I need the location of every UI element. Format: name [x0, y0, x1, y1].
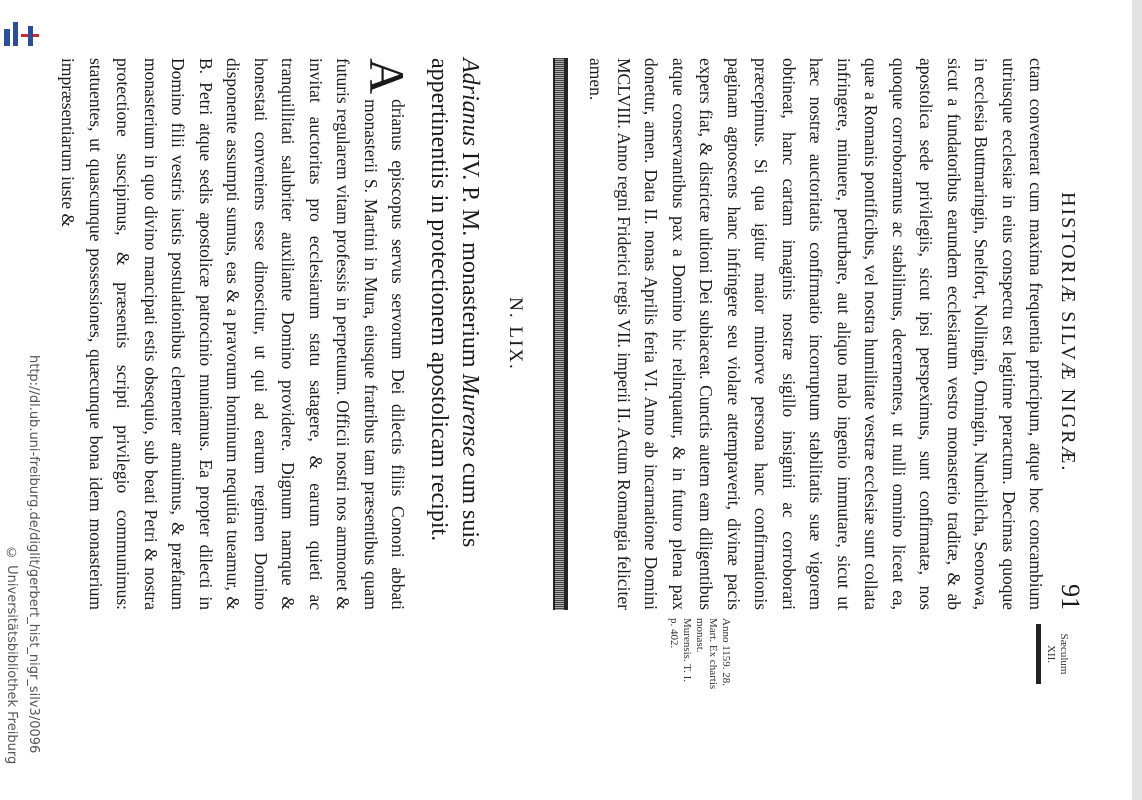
- margin-rule: [1036, 624, 1041, 684]
- paragraph-2: [54, 58, 416, 610]
- drop-cap: A: [359, 58, 416, 95]
- source-url[interactable]: http://dl.ub.uni-freiburg.de/diglit/gerbert_hist_nigr_silv3/0096: [26, 355, 41, 754]
- page-text-block: [52, 58, 1084, 610]
- margin-saeculum: [1036, 624, 1070, 684]
- saeculum-label: Sæculum: [1058, 633, 1070, 675]
- library-logo-icon: [2, 20, 42, 46]
- document-heading: [424, 58, 486, 610]
- ornamental-divider: [553, 58, 568, 610]
- heading-name-2: Murense: [457, 373, 484, 457]
- paragraph-2-text: drianus episcopus servus servorum Dei dilectis filiis Cononi abbati monasterii S. Martini in Mura, eiusque fratribus tam præsentibus quam futuris regularem vitam professis in perpetuum. Officii nostri nos ammonet & invitat auctoritas pro ecclesiarum statu satagere, & earum quieti ac tranquillitati salubriter auxiliante Domino providere. Dignum namque & honestati conveniens esse dinoscitur, ut qui ad earum regimen Domino disponente assumpti sumus, eas & a pravorum hominum nequitia tueamur, & B. Petri atque sedis apostolicæ patrocinio muniamus. Ea propter dilecti in Domino filii vestris iustis postulationibus clementer annuimus, & præfatum monasterium in quo divino mancipati estis obsequio, sub beati Petri & nostra protectione suscipimus, & præsentis scripti privilegio communimus: statuentes, ut quascunque possessiones, quæcunque bona idem monasterium impræsentiarum iuste &: [58, 58, 409, 610]
- page-number: 91: [1056, 584, 1085, 610]
- century-label: XII.: [1045, 644, 1057, 664]
- paragraph-1: ctam convenerat cum maxima frequentia principum, atque hoc concambium utriusque ecclesiæ in eius conspectu est legitime peractum. Decimas quoque in ecclesia Buttmaringin, Snelfort, Nollingin, Omingin, Nunchilcha, Seonowa, sicut a fundatoribus earundem ecclesiarum vestro monasterio traditæ, & ab apostolica sede privilegiis, sicut ipsi perspeximus, sunt confirmatæ, nos quoque corroboramus ac stabilimus, decernentes, ut nulli omnino liceat ea, quæ a Romanis pontificibus, vel nostra humilitate vestræ ecclesiæ sunt collata infringere, minuere, perturbare, aut aliquo malo ingenio immutare, sicut ut hæc nostræ auctoritatis confirmatio incorruptum stabilitatis suæ vigorem obtineat, hanc cartam imaginis nostræ sigillo insigniri ac corroborari præcepimus. Si qua igitur maior minorve persona hanc confirmationis paginam agnoscens hanc infringere seu violare attemptaverit, divinæ pacis expers fiat, & districtæ ultioni Dei subiaceat. Cunctis autem eam diligentibus atque conservantibus pax a Domino hic relinquatur, & in futuro plena pax donetur, amen. Data II. nonas Aprilis feria VI. Anno ab incarnatione Domini MCLVIII. Anno regni Friderici regis VII. imperii II. Actum Romangia feliciter amen.: [586, 58, 1047, 610]
- scanned-page: [52, 0, 1132, 800]
- running-header: [1054, 58, 1085, 610]
- rotated-page-content: [52, 0, 1132, 800]
- copyright-notice: © Universitätsbibliothek Freiburg: [4, 546, 19, 765]
- header-title: HISTORIÆ SILVÆ NIGRÆ.: [1057, 192, 1079, 473]
- logo-bar-blue-2: [13, 22, 18, 46]
- margin-note: Anno 1159. 28. Mart. Ex chartis monast. Murensis. T. I. p. 402.: [668, 618, 732, 690]
- logo-bar-blue-3: [28, 26, 33, 46]
- logo-bar-blue-1: [4, 29, 10, 46]
- heading-text-2: cum suis appertinentiis in protectionem apostolicam recipit.: [426, 58, 484, 548]
- viewer-right-edge: [1132, 0, 1142, 800]
- heading-name: Adrianus: [457, 58, 484, 147]
- document-number: N. LIX.: [505, 297, 526, 371]
- heading-text: IV. P. M. monasterium: [457, 152, 484, 368]
- viewer-sidebar: [0, 0, 52, 800]
